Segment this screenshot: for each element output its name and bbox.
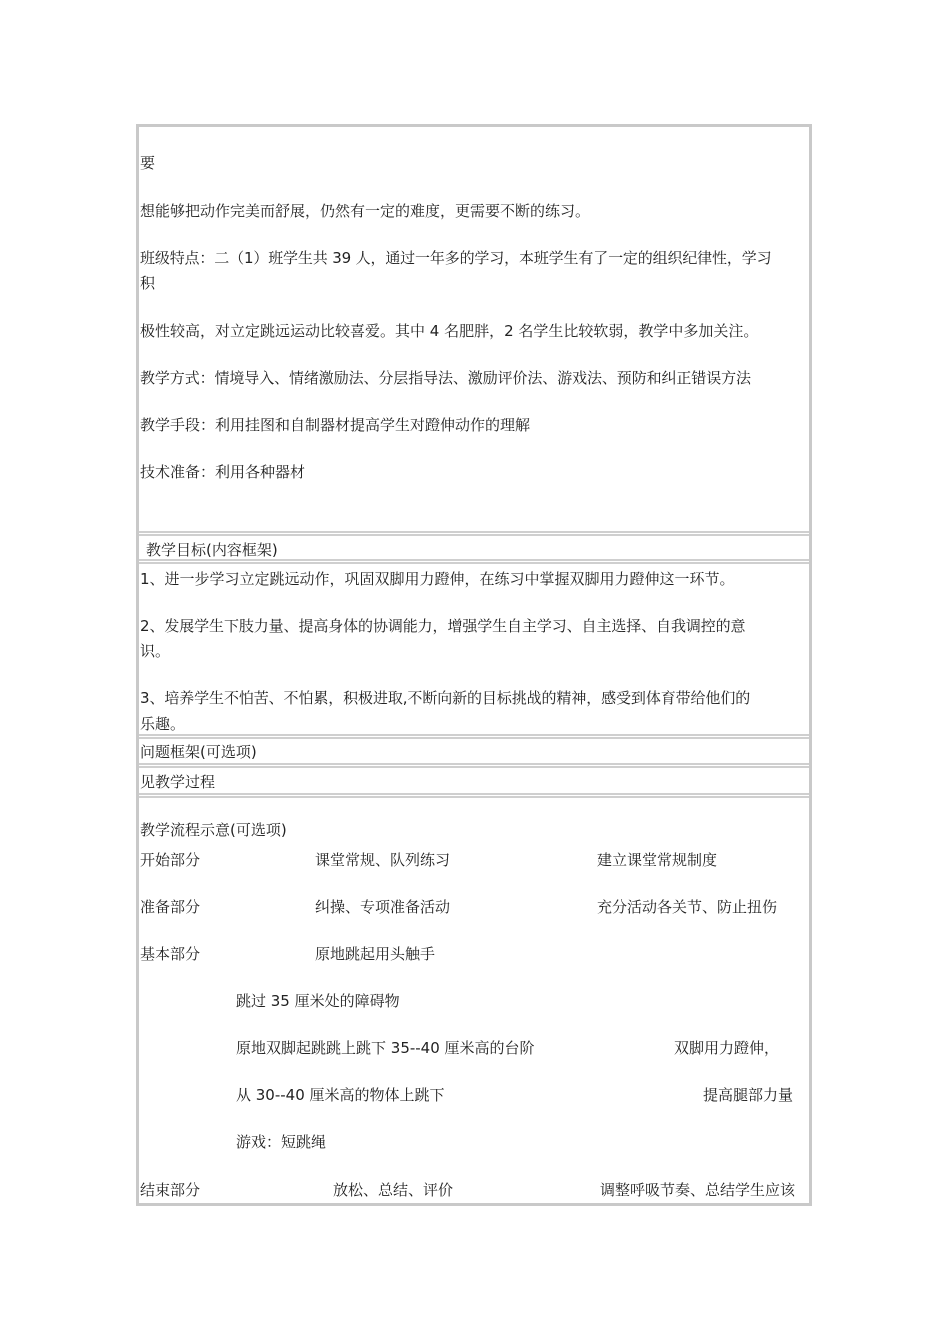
intro-line: 积 — [140, 274, 156, 292]
flow-purpose: 建立课堂常规制度 — [597, 851, 718, 869]
flow-sub-item: 跳过 35 厘米处的障碍物 — [236, 992, 400, 1010]
goal-item: 3、培养学生不怕苦、不怕累，积极进取,不断向新的目标挑战的精神，感受到体育带给他们的 — [140, 689, 751, 707]
class-features: 班级特点：二（1）班学生共 39 人，通过一年多的学习，本班学生有了一定的组织纪律性，学习 — [140, 249, 772, 267]
teaching-methods: 教学方式：情境导入、情绪激励法、分层指导法、激励评价法、游戏法、预防和纠正错误方法 — [140, 369, 751, 387]
section-heading-goals: 教学目标(内容框架) — [146, 541, 278, 559]
flow-sub-item: 从 30--40 厘米高的物体上跳下 — [236, 1086, 445, 1104]
questions-value: 见教学过程 — [140, 773, 216, 791]
flow-sub-item: 原地双脚起跳跳上跳下 35--40 厘米高的台阶 — [236, 1039, 535, 1057]
flow-purpose: 充分活动各关节、防止扭伤 — [597, 898, 778, 916]
class-features-cont: 极性较高，对立定跳远运动比较喜爱。其中 4 名肥胖，2 名学生比较软弱，教学中多加关注。 — [140, 322, 759, 340]
row-divider — [139, 734, 809, 739]
flow-content: 纠操、专项准备活动 — [315, 898, 451, 916]
flow-stage: 结束部分 — [140, 1181, 201, 1199]
flow-content: 放松、总结、评价 — [333, 1181, 454, 1199]
teaching-means: 教学手段：利用挂图和自制器材提高学生对蹬伸动作的理解 — [140, 416, 531, 434]
flow-purpose: 双脚用力蹬伸， — [674, 1039, 780, 1057]
flow-content: 课堂常规、队列练习 — [315, 851, 451, 869]
flow-purpose: 提高腿部力量 — [703, 1086, 794, 1104]
intro-line: 想能够把动作完美而舒展，仍然有一定的难度，更需要不断的练习。 — [140, 202, 591, 220]
flow-sub-item: 游戏：短跳绳 — [236, 1133, 327, 1151]
flow-purpose: 调整呼吸节奏、总结学生应该 — [600, 1181, 796, 1199]
row-divider — [139, 793, 809, 798]
flow-stage: 基本部分 — [140, 945, 201, 963]
intro-line: 要 — [140, 154, 156, 172]
section-heading-flow: 教学流程示意(可选项) — [140, 821, 287, 839]
goal-item: 乐趣。 — [140, 715, 186, 733]
goal-item: 1、进一步学习立定跳远动作，巩固双脚用力蹬伸，在练习中掌握双脚用力蹬伸这一环节。 — [140, 570, 735, 588]
row-divider — [139, 763, 809, 768]
flow-stage: 准备部分 — [140, 898, 201, 916]
goal-item: 识。 — [140, 642, 171, 660]
row-divider — [139, 559, 809, 564]
technical-preparation: 技术准备：利用各种器材 — [140, 463, 306, 481]
flow-content: 原地跳起用头触手 — [315, 945, 436, 963]
flow-stage: 开始部分 — [140, 851, 201, 869]
section-heading-questions: 问题框架(可选项) — [140, 743, 257, 761]
row-divider — [139, 531, 809, 536]
goal-item: 2、发展学生下肢力量、提高身体的协调能力，增强学生自主学习、自主选择、自我调控的意 — [140, 617, 746, 635]
